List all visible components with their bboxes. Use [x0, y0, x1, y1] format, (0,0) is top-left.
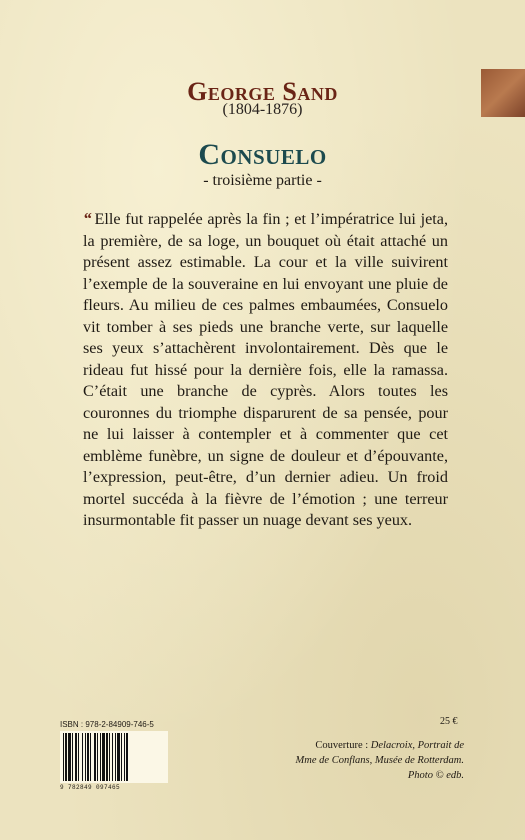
quote-mark-icon: “	[83, 209, 92, 228]
credit-painter: Delacroix, Portrait de	[370, 740, 464, 751]
book-part: - troisième partie -	[203, 172, 322, 189]
barcode-icon	[60, 731, 168, 783]
author-name: George Sand	[187, 77, 338, 106]
credit-prefix: Couverture :	[315, 740, 369, 751]
cover-credit	[290, 738, 464, 783]
excerpt-text: Elle fut rappelée après la fin ; et l’impératrice lui jeta, la première, de sa loge, un bouquet où était attaché un présent assez estimable. La cour et la ville suivirent l’exemple de la souveraine en lui envoyant une pluie de fleurs. Au milieu de ces palmes embaumées, Consuelo vit tomber à ses pieds une branche verte, sur laquelle ses yeux s’attachèrent involontairement. Dès que le rideau fut hissé pour la dernière fois, elle la ramassa. C’était une branche de cyprès. Alors toutes les couronnes du triomphe disparurent de sa pensée, pour ne lui laisser à contempler et à commenter que cet emblème funèbre, un signe de douleur et d’épouvante, l’expression, peut-être, d’un dernier adieu. Un froid mortel succéda à la fièvre de l’émotion ; une terreur insurmontable fit passer un nuage devant ses yeux.	[83, 210, 448, 529]
price: 25 €	[440, 716, 458, 727]
back-cover-excerpt	[83, 208, 448, 532]
isbn-label: ISBN : 978-2-84909-746-5	[60, 720, 154, 729]
author-dates: (1804-1876)	[222, 101, 303, 118]
barcode-digits: 9 782849 097465	[60, 784, 121, 791]
book-title: Consuelo	[198, 138, 327, 171]
credit-sitter: Mme de Conflans, Musée de Rotterdam.	[295, 755, 464, 766]
barcode-block	[60, 720, 168, 794]
credit-photo: Photo © edb.	[407, 770, 464, 781]
